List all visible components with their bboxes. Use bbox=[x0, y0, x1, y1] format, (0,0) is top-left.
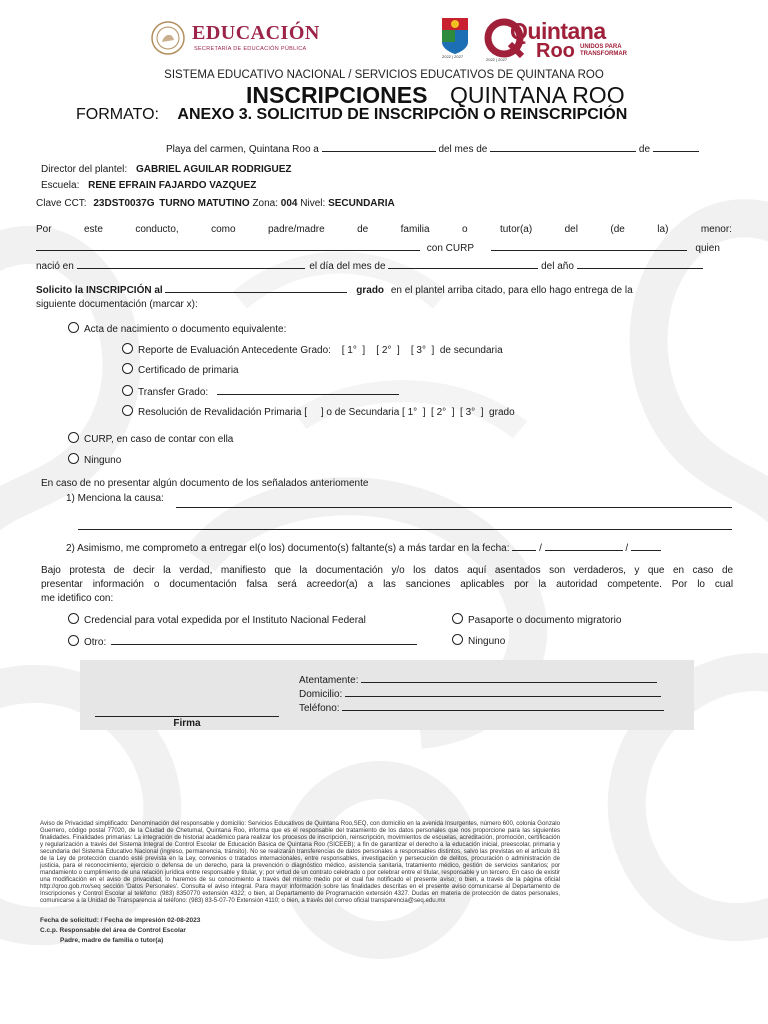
minor-name-field[interactable] bbox=[36, 240, 420, 251]
fecha-solicitud: Fecha de solicitud: / Fecha de impresión 02-08-2023 bbox=[40, 917, 201, 924]
place-suffix: de bbox=[638, 144, 651, 155]
director-row bbox=[41, 164, 292, 176]
con-curp-label: con CURP bbox=[426, 243, 474, 254]
birthplace-field[interactable] bbox=[77, 258, 305, 269]
conducto-word: menor: bbox=[700, 224, 732, 235]
otro-label: Otro: bbox=[84, 637, 107, 648]
conducto-word: o bbox=[461, 224, 468, 235]
padre-line: Padre, madre de familia o tutor(a) bbox=[60, 937, 164, 944]
reporte-grades: [ 1° ] [ 2° ] [ 3° ] de secundaria bbox=[341, 345, 503, 356]
option-transfer[interactable] bbox=[122, 384, 399, 399]
firma-line[interactable] bbox=[95, 716, 279, 717]
ccp-line: C.c.p. Responsable del área de Control Escolar bbox=[40, 927, 186, 934]
atentamente-field[interactable] bbox=[361, 672, 657, 683]
causa-field-1[interactable] bbox=[176, 507, 732, 508]
firma-label: Firma bbox=[173, 718, 201, 729]
nivel-value: SECUNDARIA bbox=[328, 198, 395, 209]
cct-value: 23DST0037G bbox=[93, 198, 155, 209]
telefono-field[interactable] bbox=[342, 700, 664, 711]
zona-value: 004 bbox=[280, 198, 298, 209]
conducto-word: del bbox=[564, 224, 578, 235]
protesta-paragraph bbox=[41, 564, 733, 606]
domicilio-label: Domicilio: bbox=[299, 689, 343, 700]
conducto-word: (de bbox=[610, 224, 625, 235]
day-field[interactable] bbox=[322, 141, 436, 152]
conducto-word: familia bbox=[400, 224, 430, 235]
option-certificado[interactable] bbox=[122, 363, 239, 377]
compromiso-month-field[interactable] bbox=[545, 540, 623, 551]
option-curp[interactable] bbox=[68, 432, 233, 446]
menciona-label: 1) Menciona la causa: bbox=[66, 493, 164, 504]
cct-row bbox=[36, 198, 395, 210]
place-mid: del mes de bbox=[438, 144, 488, 155]
director-value: GABRIEL AGUILAR RODRIGUEZ bbox=[135, 164, 292, 175]
transfer-grade-field[interactable] bbox=[217, 384, 399, 395]
place-prefix: Playa del carmen, Quintana Roo a bbox=[166, 144, 319, 155]
escuela-row bbox=[41, 180, 256, 192]
resolucion-label: Resolución de Revalidación Primaria [ ] o de Secundaria [ 1° ] [ 2° ] [ 3° ] grado bbox=[138, 407, 515, 418]
acta-label: Acta de nacimiento o documento equivalente: bbox=[84, 324, 287, 335]
transfer-radio[interactable] bbox=[122, 385, 133, 396]
grado-label: grado bbox=[356, 285, 385, 296]
conducto-line-3 bbox=[36, 258, 703, 273]
certificado-radio[interactable] bbox=[122, 363, 133, 374]
year-left: 2022 | 2027 bbox=[442, 54, 464, 59]
system-title: SISTEMA EDUCATIVO NACIONAL / SERVICIOS EDUCATIVOS DE QUINTANA ROO bbox=[164, 69, 604, 81]
quien-label: quien bbox=[695, 243, 720, 254]
escuela-value: RENE EFRAIN FAJARDO VAZQUEZ bbox=[88, 180, 257, 191]
conducto-word: como bbox=[211, 224, 236, 235]
otro-radio[interactable] bbox=[68, 635, 79, 646]
year-right: 2022 | 2027 bbox=[486, 57, 508, 62]
logo-tagline bbox=[580, 44, 627, 58]
conducto-line-1 bbox=[36, 224, 732, 236]
caso-intro: En caso de no presentar algún documento de los señalados anteriomente bbox=[41, 478, 369, 489]
tagline-a: UNIDOS PARA bbox=[580, 44, 622, 50]
formato-line bbox=[76, 106, 627, 124]
educacion-logo bbox=[150, 20, 350, 60]
conducto-word: padre/madre bbox=[267, 224, 325, 235]
ninguno-docs-radio[interactable] bbox=[68, 453, 79, 464]
otro-field[interactable] bbox=[111, 634, 417, 645]
telefono-row bbox=[299, 700, 664, 715]
escuela-label: Escuela: bbox=[41, 180, 80, 191]
telefono-label: Teléfono: bbox=[299, 703, 340, 714]
title-light: QUINTANA ROO bbox=[449, 82, 625, 108]
solicito-rest: en el plantel arriba citado, para ello hago entrega de la bbox=[390, 285, 633, 296]
roo-logo-text: Roo bbox=[536, 40, 575, 62]
conducto-word: Por bbox=[36, 224, 52, 235]
turno-value: TURNO MATUTINO bbox=[159, 198, 250, 209]
pasaporte-label: Pasaporte o documento migratorio bbox=[468, 615, 622, 626]
option-ninguno-docs[interactable] bbox=[68, 453, 121, 467]
zona-label: Zona: bbox=[252, 198, 279, 209]
privacy-notice: Aviso de Privacidad simplificado: Denominación del responsable y domicilio: Servicios Educativos de Quintana Roo,SEQ, con domicilio en la avenida Insurgentes, número 600, colonia Gonzalo Guerrero, código postal 77020, de la Ciudad de Chetumal, Quintana Roo, informa que es el responsable del tratamiento de los datos personales que nos proporcione para las siguientes finalidades. Finalidades primarias: La integración de historial académico para realizar los procesos de inscripción, reinscripción, movimientos de escuelas, acreditación, promoción, certificación y regularización a través del Sistema Integral de Control Escolar de Educación Básica de Quintana Roo (SICEEB); a fin de garantizar el derecho a la educación inicial, preescolar, primaria y secundaria del Sistema Educativo Nacional (ingreso, permanencia, tránsito). No se realizarán transferencias de datos personales a responsables distintos, salvo las previstas en el artículo 81 de la Ley de protección cuando esté prevista en la Ley, convenios o tratados internacionales, entre responsables, investigación y persecución de delitos, procuración o administración de justicia, para el reconocimiento, ejercicio o defensa de un derecho, para la prevención o diagnóstico médico, asistencia sanitaria, tratamiento médico, gestión de servicios sanitarios; por mandamiento o cumplimiento de una relación jurídica entre responsable y titular, y; por virtud de un contrato celebrado o por celebrar entre el titular, responsable y un tercero. En caso de existir una modificación en el aviso de privacidad, lo haremos de su conocimiento a través del mismo medio por el cual fue notificado el presente aviso; o bien, a través de la página oficial http://qroo.gob.mx/seq sección 'Datos Personales'. Consulta el aviso integral. Para mayor información sobre las finalidades descritas en el presente aviso comunicarse al Departamento de Inscripciones y Control Escolar al teléfono: (983) 8350770 extensión 4322; o bien, al Departamento de Programación extensión 4327. Dudas en materia de protección de datos personales, comunicarse a la Unidad de Transparencia al teléfono: (983) 83-5-07-70 Extensión 4110; o bien, a través del correo oficial transparencia@seq.edu.mx bbox=[40, 820, 560, 904]
option-otro[interactable] bbox=[68, 634, 417, 649]
conducto-word: la) bbox=[657, 224, 669, 235]
option-credencial[interactable] bbox=[68, 613, 366, 627]
protesta-line-2: presentar información o documentación falsa será acreedor(a) a las sanciones aplicables por la autoridad competente. Por lo cual bbox=[41, 579, 733, 590]
reporte-radio[interactable] bbox=[122, 343, 133, 354]
domicilio-field[interactable] bbox=[345, 686, 661, 697]
transfer-label: Transfer Grado: bbox=[138, 387, 209, 398]
option-ninguno-ident[interactable] bbox=[452, 634, 505, 648]
compromiso-row: 2) Asimismo, me comprometo a entregar el(o los) documento(s) faltante(s) a más tardar en la fecha: / / bbox=[66, 540, 661, 555]
birth-year-field[interactable] bbox=[577, 258, 703, 269]
birth-month-field[interactable] bbox=[388, 258, 538, 269]
cct-label: Clave CCT: bbox=[36, 198, 87, 209]
ninguno-ident-radio[interactable] bbox=[452, 634, 463, 645]
curp-field[interactable] bbox=[491, 240, 687, 251]
solicito-line-1 bbox=[36, 282, 732, 297]
atentamente-label: Atentamente: bbox=[299, 675, 359, 686]
conducto-line-2 bbox=[36, 240, 732, 255]
director-label: Director del plantel: bbox=[41, 164, 128, 175]
option-pasaporte[interactable] bbox=[452, 613, 621, 627]
causa-field-2[interactable] bbox=[78, 529, 732, 530]
place-date-line bbox=[166, 141, 699, 156]
menciona-row bbox=[66, 493, 164, 505]
curp-radio[interactable] bbox=[68, 432, 79, 443]
compromiso-day-field[interactable] bbox=[512, 540, 536, 551]
month-field[interactable] bbox=[490, 141, 636, 152]
option-reporte[interactable] bbox=[122, 343, 503, 357]
reporte-label: Reporte de Evaluación Antecedente Grado: bbox=[138, 345, 331, 356]
domicilio-row bbox=[299, 686, 661, 701]
conducto-word: de bbox=[357, 224, 369, 235]
credencial-label: Credencial para votal expedida por el Instituto Nacional Federal bbox=[84, 615, 366, 626]
solicito-line-2: siguiente documentación (marcar x): bbox=[36, 299, 198, 310]
compromiso-year-field[interactable] bbox=[631, 540, 661, 551]
option-resolucion[interactable] bbox=[122, 405, 515, 419]
conducto-word: este bbox=[83, 224, 103, 235]
option-acta[interactable] bbox=[68, 322, 286, 336]
resolucion-radio[interactable] bbox=[122, 405, 133, 416]
conducto-word: tutor(a) bbox=[499, 224, 533, 235]
pasaporte-radio[interactable] bbox=[452, 613, 463, 624]
dia-mes-label: el día del mes de bbox=[309, 261, 386, 272]
del-anio-label: del año bbox=[541, 261, 574, 272]
acta-radio[interactable] bbox=[68, 322, 79, 333]
national-seal-icon bbox=[150, 20, 186, 56]
conducto-word: conducto, bbox=[135, 224, 179, 235]
quintana-logo-text: Quintana bbox=[510, 18, 606, 44]
protesta-line-3: me idetifico con: bbox=[41, 593, 114, 604]
compromiso-label: 2) Asimismo, me comprometo a entregar el(o los) documento(s) faltante(s) a más tardar en la fecha: bbox=[66, 543, 510, 554]
main-title bbox=[246, 82, 625, 109]
atentamente-row bbox=[299, 672, 657, 687]
ninguno-ident-label: Ninguno bbox=[468, 636, 506, 647]
grade-field[interactable] bbox=[165, 282, 347, 293]
certificado-label: Certificado de primaria bbox=[138, 365, 239, 376]
quintana-roo-logo bbox=[440, 16, 640, 62]
protesta-line-1: Bajo protesta de decir la verdad, manifiesto que la documentación y/o los datos aquí asentados son verdaderos, y que en caso de bbox=[41, 565, 733, 576]
curp-option-label: CURP, en caso de contar con ella bbox=[84, 434, 234, 445]
ninguno-docs-label: Ninguno bbox=[84, 455, 122, 466]
solicito-prefix: Solicito la INSCRIPCIÓN al bbox=[36, 285, 163, 296]
formato-value: ANEXO 3. SOLICITUD DE INSCRIPCIÓN O REINSCRIPCIÓN bbox=[177, 106, 628, 123]
educacion-logo-text: EDUCACIÓN bbox=[192, 22, 320, 44]
state-shield-icon bbox=[440, 16, 470, 56]
educacion-logo-sub: SECRETARÍA DE EDUCACIÓN PÚBLICA bbox=[194, 46, 307, 52]
credencial-radio[interactable] bbox=[68, 613, 79, 624]
nivel-label: Nivel: bbox=[300, 198, 326, 209]
formato-label: FORMATO: bbox=[76, 106, 159, 123]
title-bold: INSCRIPCIONES bbox=[246, 82, 428, 108]
nacio-label: nació en bbox=[36, 261, 74, 272]
tagline-b: TRANSFORMAR bbox=[580, 51, 627, 57]
year-field[interactable] bbox=[653, 141, 699, 152]
